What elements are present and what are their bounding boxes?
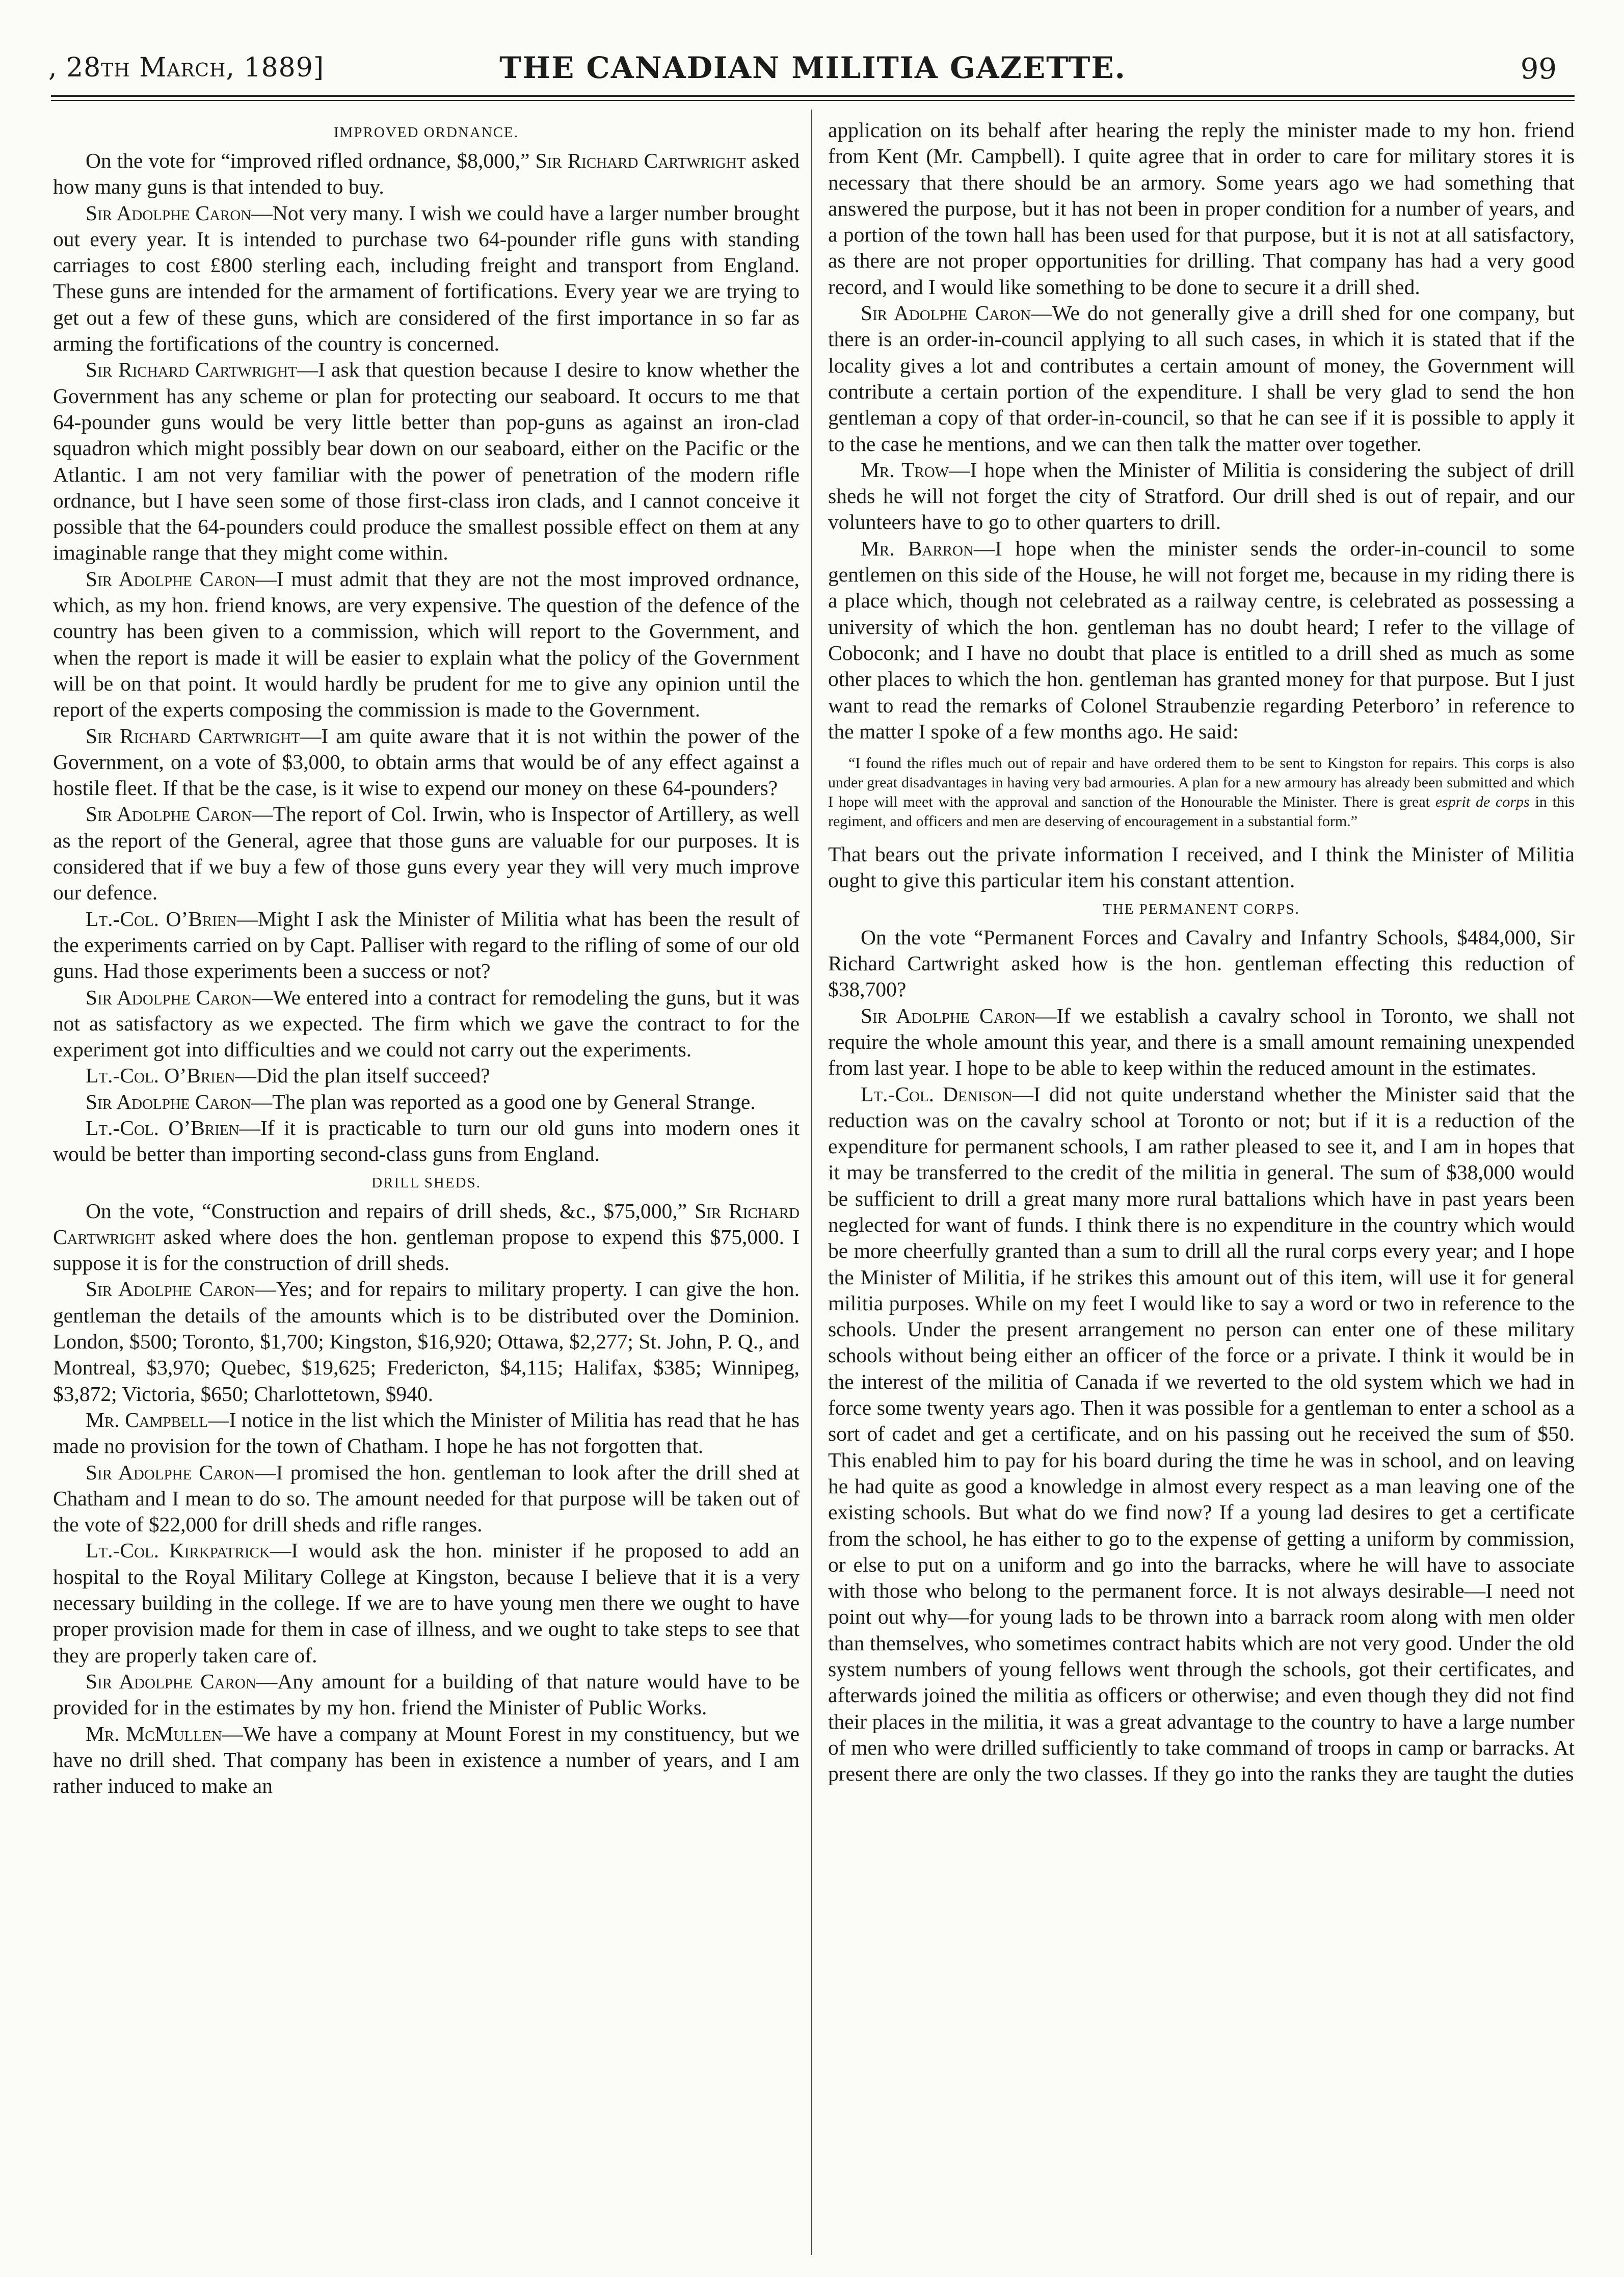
speaker-name: Sir Adolphe Caron bbox=[86, 1460, 255, 1484]
paragraph: Mr. Barron—I hope when the minister sends the order-in-council to some gentlemen on this side of the House, he will not forget me, because in my riding there is a place which, though not celebrated as a railway centre, is celebrated as possessing a university of which the hon. gentleman has no doubt heard; I refer to the village of Coboconk; and I have no doubt that place is entitled to a drill shed as much as some other places to which the hon. gentleman has granted money for that purpose. But I just want to read the remarks of Colonel Straubenzie regarding Peterboro’ in reference to the matter I spoke of a few months ago. He said: bbox=[828, 536, 1575, 743]
paragraph: Sir Richard Cartwright—I ask that question because I desire to know whether the Government has any scheme or plan for protecting our seaboard. It occurs to me that 64-pounder guns would be very little better than pop-guns as against an iron-clad squadron which might possibly bear down on our seaboard, either on the Pacific or the Atlantic. I am not very familiar with the power of penetration of the modern rifle ordnance, but I have seen some of those first-class iron clads, and I cannot conceive it possible that the 64-pounders could produce the smallest possible effect on them at any imaginable range that they might come within. bbox=[53, 358, 800, 565]
page-number: 99 bbox=[1520, 52, 1557, 86]
header-rule bbox=[51, 95, 1575, 97]
speaker-name: Lt.-Col. O’Brien bbox=[86, 1064, 235, 1088]
speaker-name: Sir Adolphe Caron bbox=[86, 1277, 255, 1301]
paragraph: Lt.-Col. O’Brien—Did the plan itself succeed? bbox=[86, 1064, 490, 1088]
paragraph: On the vote “Permanent Forces and Cavalry and Infantry Schools, $484,000, Sir Richard Cartwright asked how is the hon. gentleman effecting this reduction of $38,700? bbox=[828, 925, 1575, 1001]
paragraph: Sir Adolphe Caron—I must admit that they are not the most improved ordnance, which, as my hon. friend knows, are very expensive. The question of the defence of the country has been given to a commission, which will report to the Government, and when the report is made it will be easier to explain what the policy of the Government will be on that point. It would hardly be prudent for me to give any opinion until the report of the experts composing the commission is made to the Government. bbox=[53, 567, 800, 722]
speaker-name: Sir Adolphe Caron bbox=[86, 201, 252, 225]
speaker-name: Lt.-Col. Denison bbox=[861, 1082, 1013, 1106]
paragraph: Sir Adolphe Caron—Any amount for a building of that nature would have to be provided for in the estimates by my hon. friend the Minister of Public Works. bbox=[53, 1669, 800, 1719]
paragraph: On the vote, “Construction and repairs of drill sheds, &c., $75,000,” Sir Richard Cartwright asked where does the hon. gentleman propose to expend this $75,000. I suppose it is for the construction of drill sheds. bbox=[53, 1199, 800, 1275]
issue-date: , 28th March, 1889] bbox=[48, 52, 325, 83]
paragraph: Mr. McMullen—We have a company at Mount Forest in my constituency, but we have no drill shed. That company has been in existence a number of years, and I am rather induced to make an bbox=[53, 1722, 800, 1798]
paragraph: That bears out the private information I received, and I think the Minister of Militia ought to give this particular item his constant attention. bbox=[828, 842, 1575, 892]
speaker-name: Sir Adolphe Caron bbox=[86, 1090, 251, 1114]
speaker-name: Sir Adolphe Caron bbox=[86, 567, 256, 591]
speaker-name: Sir Adolphe Caron bbox=[861, 301, 1031, 325]
paragraph: Sir Adolphe Caron—I promised the hon. gentleman to look after the drill shed at Chatham and I mean to do so. The amount needed for that purpose will be taken out of the vote of $22,000 for drill sheds and rifle ranges. bbox=[53, 1460, 800, 1537]
speaker-name: Mr. Trow bbox=[861, 458, 949, 482]
paragraph: Sir Adolphe Caron—Not very many. I wish we could have a larger number brought out every year. It is intended to purchase two 64-pounder rifle guns with standing carriages to cost £800 sterling each, including freight and transport from England. These guns are intended for the armament of fortifications. Every year we are trying to get out a few of these guns, which are considered of the first importance in so far as arming the fortifications of the country is concerned. bbox=[53, 201, 800, 356]
page-header bbox=[48, 48, 1577, 89]
section-heading: IMPROVED ORDNANCE. bbox=[333, 124, 519, 141]
paragraph: Sir Adolphe Caron—If we establish a cavalry school in Toronto, we shall not require the whole amount this year, and there is a small amount remaining unexpended from last year. I hope to be able to keep within the reduced amount in the estimates. bbox=[828, 1003, 1575, 1080]
speaker-name: Mr. Campbell bbox=[86, 1408, 208, 1432]
speaker-name: Lt.-Col. O’Brien bbox=[86, 907, 237, 931]
paragraph: Sir Adolphe Caron—The report of Col. Irwin, who is Inspector of Artillery, as well as the report of the General, agree that those guns are valuable for our purposes. It is considered that if we buy a few of those guns every year they will very much improve our defence. bbox=[53, 802, 800, 905]
speaker-name: Sir Richard Cartwright bbox=[86, 358, 297, 382]
speaker-name: Sir Adolphe Caron bbox=[86, 985, 252, 1009]
section-heading: THE PERMANENT CORPS. bbox=[1103, 901, 1300, 917]
paragraph: Sir Adolphe Caron—Yes; and for repairs to military property. I can give the hon. gentleman the details of the amounts which is to be distributed over the Dominion. London, $500; Toronto, $1,700; Kingston, $16,920; Ottawa, $2,277; St. John, P. Q., and Montreal, $3,970; Quebec, $19,625; Fredericton, $4,115; Halifax, $385; Winnipeg, $3,872; Victoria, $650; Charlottetown, $940. bbox=[53, 1277, 800, 1406]
speaker-name: Mr. Barron bbox=[861, 536, 974, 560]
paragraph: Mr. Campbell—I notice in the list which the Minister of Militia has read that he has made no provision for the town of Chatham. I hope he has not forgotten that. bbox=[53, 1408, 800, 1458]
paragraph: Lt.-Col. Denison—I did not quite understand whether the Minister said that the reduction was on the cavalry school at Toronto or not; but if it is a reduction of the expenditure for permanent schools, I am rather pleased to see it, and I am in hopes that it may be transferred to the credit of the militia in general. The sum of $38,000 would be sufficient to drill a great many more rural battalions which have in past years been neglected for want of funds. I think there is no expenditure in the country which would be more cheerfully granted than a sum to drill all the rural corps every year; and I hope the Minister of Militia, if he strikes this amount out of this item, will use it for general militia purposes. While on my feet I would like to say a word or two in reference to the schools. Under the present arrangement no person can enter one of these military schools without being either an officer of the force or a private. I think it would be in the interest of the militia of Canada if we reverted to the old system which we had in force some twenty years ago. Then it was possible for a gentleman to enter a school as a sort of cadet and get a certificate, and on his passing out he received the sum of $50. This enabled him to pay for his board during the time he was in school, and on leaving he had quite as good a knowledge in almost every respect as a man leaving one of the existing schools. But what do we find now? If a young lad desires to get a certificate from the school, he has either to go to the expense of getting a uniform by commission, or else to put on a uniform and go into the barracks, where he will have to associate with those who belong to the permanent force. It is not always desirable—I need not point out why—for young lads to be thrown into a barrack room along with men older than themselves, who sometimes contract habits which are not very good. Under the old system numbers of young fellows went through the schools, got their certificates, and afterwards joined the militia as officers or otherwise; and even though they did not find their places in the militia, it was a great advantage to the country to have a large number of men who were drilled sufficiently to take command of troops in camp or barracks. At present there are only the two classes. If they go into the ranks they are taught the duties bbox=[828, 1082, 1575, 1786]
block-quote: “I found the rifles much out of repair and have ordered them to be sent to Kingston for repairs. This corps is also under great disadvantages in having very bad armouries. A plan for a new armoury has already been submitted and which I hope will meet with the approval and sanction of the Honourable the Minister. There is great esprit de corps in this regiment, and officers and men are deserving of encouragement in a substantial form.” bbox=[828, 755, 1575, 830]
paragraph: Sir Richard Cartwright—I am quite aware that it is not within the power of the Government, on a vote of $3,000, to obtain arms that would be of any effect against a hostile fleet. If that be the case, is it wise to expend our money on these 64-pounders? bbox=[53, 724, 800, 800]
left-column bbox=[53, 117, 800, 1799]
paragraph: Lt.-Col. O’Brien—Might I ask the Minister of Militia what has been the result of the experiments carried on by Capt. Palliser with regard to the rifling of some of our old guns. Had those experiments been a success or not? bbox=[53, 907, 800, 983]
paragraph: On the vote for “improved rifled ordnance, $8,000,” Sir Richard Cartwright asked how many guns is that intended to buy. bbox=[53, 149, 800, 199]
speaker-name: Sir Richard Cartwright bbox=[53, 1199, 800, 1249]
paragraph: application on its behalf after hearing the reply the minister made to my hon. friend from Kent (Mr. Campbell). I quite agree that in order to care for military stores it is necessary that there should be an armory. Some years ago we had something that answered the purpose, but it has not been in proper condition for a number of years, and a portion of the town hall has been used for that purpose, but it is not at all satisfactory, as there are not proper opportunities for drilling. That company has had a very good record, and I would like something to be done to secure it a drill shed. bbox=[828, 118, 1575, 299]
speaker-name: Lt.-Col. O’Brien bbox=[86, 1116, 239, 1140]
right-column bbox=[828, 117, 1575, 1787]
paragraph: Sir Adolphe Caron—The plan was reported as a good one by General Strange. bbox=[86, 1090, 756, 1114]
header-rule-thin bbox=[51, 100, 1575, 101]
speaker-name: Sir Richard Cartwright bbox=[86, 724, 300, 748]
speaker-name: Lt.-Col. Kirkpatrick bbox=[86, 1539, 270, 1563]
speaker-name: Sir Adolphe Caron bbox=[861, 1003, 1035, 1027]
paragraph: Lt.-Col. O’Brien—If it is practicable to turn our old guns into modern ones it would be better than importing second-class guns from England. bbox=[53, 1116, 800, 1166]
paragraph: Sir Adolphe Caron—We entered into a contract for remodeling the guns, but it was not as satisfactory as we expected. The firm which we gave the contract to for the experiment got into difficulties and we could not carry out the experiments. bbox=[53, 985, 800, 1062]
speaker-name: Sir Adolphe Caron bbox=[86, 1669, 256, 1693]
speaker-name: Sir Richard Cartwright bbox=[535, 149, 746, 172]
speaker-name: Mr. McMullen bbox=[86, 1722, 222, 1745]
masthead-title: THE CANADIAN MILITIA GAZETTE. bbox=[499, 50, 1126, 85]
column-divider bbox=[811, 110, 812, 2255]
paragraph: Sir Adolphe Caron—We do not generally give a drill shed for one company, but there is an order-in-council applying to all such cases, in which it is stated that if the locality gives a lot and contributes a certain amount of money, the Government will contribute a certain portion of the expenditure. I shall be very glad to send the hon gentleman a copy of that order-in-council, so that he can see if it is possible to apply it to the case he mentions, and we can then talk the matter over together. bbox=[828, 301, 1575, 456]
paragraph: Lt.-Col. Kirkpatrick—I would ask the hon. minister if he proposed to add an hospital to the Royal Military College at Kingston, because I believe that it is a very necessary building in the college. If we are to have young men there we ought to have proper provision made for them in case of illness, and we ought to take steps to see that they are properly taken care of. bbox=[53, 1539, 800, 1667]
speaker-name: Sir Adolphe Caron bbox=[86, 802, 252, 826]
paragraph: Mr. Trow—I hope when the Minister of Militia is considering the subject of drill sheds he will not forget the city of Stratford. Our drill shed is out of repair, and our volunteers have to go to other quarters to drill. bbox=[828, 458, 1575, 534]
section-heading: DRILL SHEDS. bbox=[371, 1174, 481, 1191]
